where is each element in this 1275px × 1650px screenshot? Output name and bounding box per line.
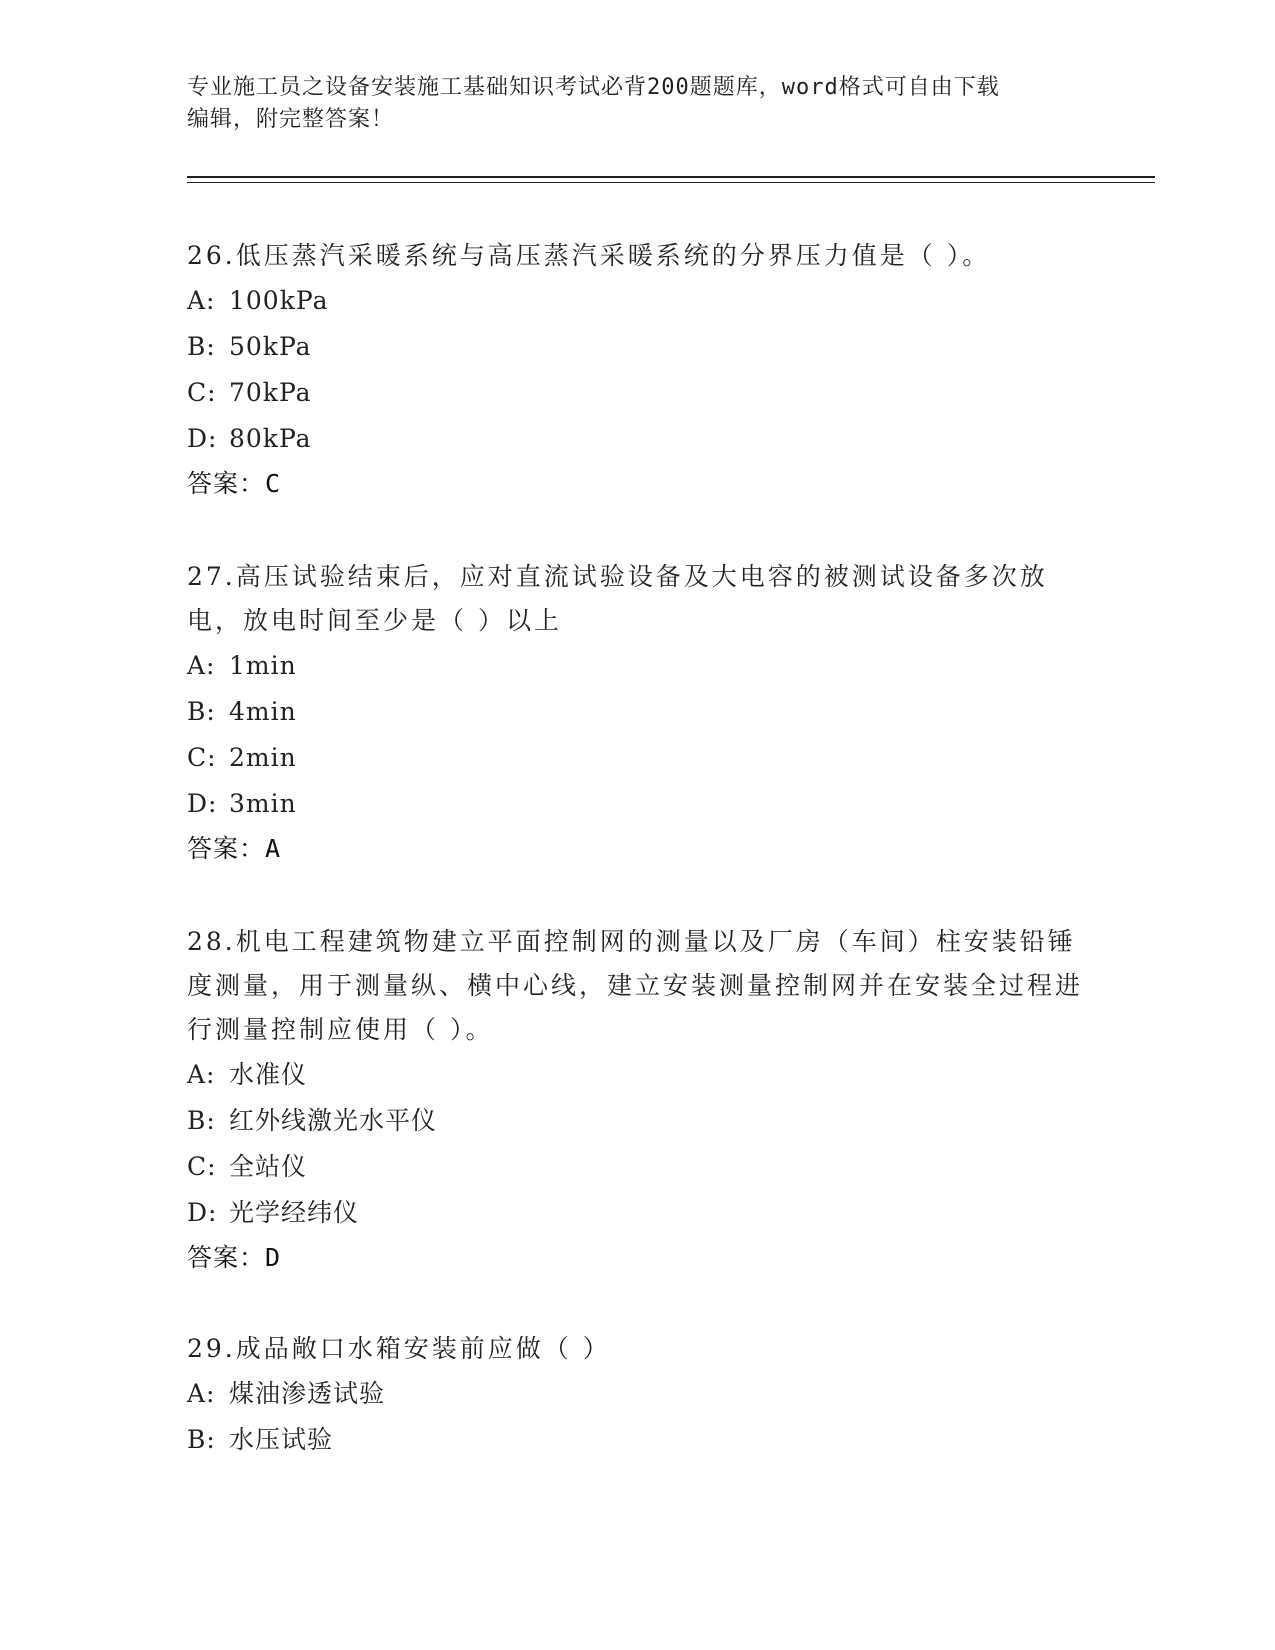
- option-text: 3min: [229, 789, 297, 818]
- option-text: 80kPa: [229, 424, 312, 453]
- option-key: A:: [187, 1060, 216, 1089]
- option-key: D:: [187, 1198, 218, 1227]
- option-text: 煤油渗透试验: [229, 1379, 386, 1408]
- option-d: [187, 781, 1087, 827]
- header-divider-thick: [187, 176, 1155, 178]
- answer-line: 答案：A: [187, 834, 282, 863]
- option-a: [187, 278, 1087, 324]
- option-text: 2min: [229, 743, 297, 772]
- option-text: 1min: [229, 651, 297, 680]
- question-stem: 29.成品敞口水箱安装前应做（ ）: [187, 1334, 611, 1363]
- option-c: [187, 370, 1087, 416]
- question-stem: 28.机电工程建筑物建立平面控制网的测量以及厂房（车间）柱安装铅锤度测量，用于测量纵、横中心线，建立安装测量控制网并在安装全过程进行测量控制应使用（ ）。: [187, 927, 1084, 1044]
- question-29: [187, 1327, 1087, 1463]
- header-line-2: 编辑，附完整答案！: [187, 107, 395, 132]
- answer-line: 答案：C: [187, 469, 282, 498]
- option-text: 水准仪: [229, 1060, 308, 1089]
- header-divider-thin: [187, 182, 1155, 183]
- option-text: 4min: [229, 697, 297, 726]
- option-key: A:: [187, 651, 216, 680]
- question-27: [187, 555, 1087, 871]
- option-text: 红外线激光水平仪: [229, 1106, 438, 1135]
- option-b: [187, 1098, 1087, 1144]
- option-c: [187, 735, 1087, 781]
- option-d: [187, 416, 1087, 462]
- option-text: 光学经纬仪: [229, 1198, 360, 1227]
- question-stem: 26.低压蒸汽采暖系统与高压蒸汽采暖系统的分界压力值是（ ）。: [187, 241, 991, 270]
- document-header: [187, 72, 1067, 136]
- option-key: A:: [187, 1379, 216, 1408]
- option-key: A:: [187, 286, 216, 315]
- option-key: B:: [187, 1106, 216, 1135]
- option-key: C:: [187, 378, 217, 407]
- option-a: [187, 643, 1087, 689]
- question-28: [187, 920, 1087, 1280]
- option-text: 70kPa: [229, 378, 312, 407]
- answer-line: 答案：D: [187, 1243, 282, 1272]
- option-key: D:: [187, 789, 218, 818]
- option-text: 100kPa: [229, 286, 329, 315]
- option-b: [187, 324, 1087, 370]
- option-key: D:: [187, 424, 218, 453]
- question-26: [187, 234, 1087, 506]
- question-stem: 27.高压试验结束后，应对直流试验设备及大电容的被测试设备多次放电，放电时间至少是（ ）以上: [187, 562, 1048, 635]
- option-text: 50kPa: [229, 332, 312, 361]
- option-text: 水压试验: [229, 1425, 334, 1454]
- option-d: [187, 1190, 1087, 1236]
- option-key: C:: [187, 1152, 217, 1181]
- option-b: [187, 1417, 1087, 1463]
- option-key: B:: [187, 697, 216, 726]
- option-key: B:: [187, 332, 216, 361]
- header-line-1: 专业施工员之设备安装施工基础知识考试必背200题题库，word格式可自由下载: [187, 75, 1000, 100]
- option-key: B:: [187, 1425, 216, 1454]
- option-key: C:: [187, 743, 217, 772]
- option-text: 全站仪: [229, 1152, 308, 1181]
- option-c: [187, 1144, 1087, 1190]
- option-b: [187, 689, 1087, 735]
- option-a: [187, 1052, 1087, 1098]
- option-a: [187, 1371, 1087, 1417]
